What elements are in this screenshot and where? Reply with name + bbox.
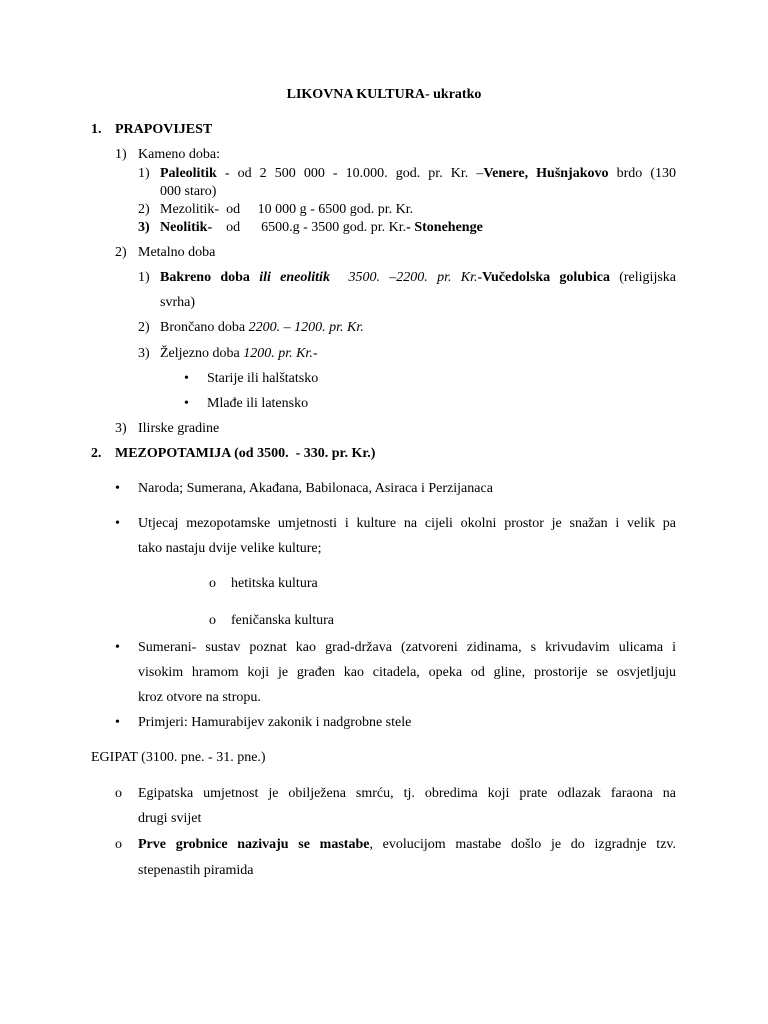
document-title: LIKOVNA KULTURA- ukratko <box>286 87 482 102</box>
list-item: Primjeri: Hamurabijev zakonik i nadgrobne stele <box>138 715 412 730</box>
list-number: 1) <box>115 147 127 162</box>
list-number: 2) <box>138 320 150 335</box>
list-item: Sumerani- sustav poznat kao grad-država (zatvoreni zidinama, s krivudavim ulicama i <box>138 640 676 655</box>
bullet-icon: • <box>115 516 120 531</box>
list-item: Metalno doba <box>138 245 216 260</box>
list-item-continuation: svrha) <box>160 295 195 310</box>
list-item-broncano: Brončano doba 2200. – 1200. pr. Kr. <box>160 320 364 335</box>
list-number: 1) <box>138 166 150 181</box>
list-item-continuation: stepenastih piramida <box>138 863 254 878</box>
list-number: 3) <box>138 220 150 235</box>
bullet-icon: • <box>184 371 189 386</box>
bullet-icon: • <box>115 481 120 496</box>
list-item: Utjecaj mezopotamske umjetnosti i kulture na cijeli okolni prostor je snažan i velik pa <box>138 516 676 531</box>
list-item: Egipatska umjetnost je obilježena smrću, tj. obredima koji prate odlazak faraona na <box>138 786 676 801</box>
list-item-paleolitik: Paleolitik - od 2 500 000 - 10.000. god. pr. Kr. –Venere, Hušnjakovo brdo (130 <box>160 166 676 181</box>
list-item: Mlađe ili latensko <box>207 396 309 411</box>
list-item-bakreno: Bakreno doba ili eneolitik 3500. –2200. pr. Kr.-Vučedolska golubica (religijska <box>160 270 676 285</box>
list-item: Naroda; Sumerana, Akađana, Babilonaca, Asiraca i Perzijanaca <box>138 481 493 496</box>
list-item-continuation: visokim hramom koji je građen kao citadela, opeka od gline, prostorije se osvjetljuju <box>138 665 676 680</box>
list-item-neolitik: Neolitik- od 6500.g - 3500 god. pr. Kr.- Stonehenge <box>160 220 483 235</box>
list-item: Starije ili halštatsko <box>207 371 319 386</box>
list-item: Prve grobnice nazivaju se mastabe, evolucijom mastabe došlo je do izgradnje tzv. <box>138 837 676 852</box>
bullet-icon: • <box>115 640 120 655</box>
list-item-mezolitik: Mezolitik- od 10 000 g - 6500 god. pr. Kr. <box>160 202 414 217</box>
circle-bullet-icon: o <box>115 837 122 852</box>
list-number: 1) <box>138 270 150 285</box>
circle-bullet-icon: o <box>209 613 216 628</box>
section-heading: PRAPOVIJEST <box>115 122 213 137</box>
list-item: feničanska kultura <box>231 613 335 628</box>
circle-bullet-icon: o <box>209 576 216 591</box>
list-item-continuation: tako nastaju dvije velike kulture; <box>138 541 322 556</box>
list-item-continuation: 000 staro) <box>160 184 217 199</box>
list-item: hetitska kultura <box>231 576 318 591</box>
list-item-zeljezno: Željezno doba 1200. pr. Kr.- <box>160 346 318 361</box>
list-number: 2) <box>138 202 150 217</box>
bullet-icon: • <box>115 715 120 730</box>
section-heading: MEZOPOTAMIJA (od 3500. - 330. pr. Kr.) <box>115 446 376 461</box>
section-number: 1. <box>91 122 102 137</box>
list-item: Ilirske gradine <box>138 421 220 436</box>
list-number: 2) <box>115 245 127 260</box>
list-number: 3) <box>115 421 127 436</box>
list-item-continuation: kroz otvore na stropu. <box>138 690 261 705</box>
list-number: 3) <box>138 346 150 361</box>
circle-bullet-icon: o <box>115 786 122 801</box>
list-item: Kameno doba: <box>138 147 221 162</box>
section-heading: EGIPAT (3100. pne. - 31. pne.) <box>91 750 266 765</box>
list-item-continuation: drugi svijet <box>138 811 202 826</box>
bullet-icon: • <box>184 396 189 411</box>
section-number: 2. <box>91 446 102 461</box>
